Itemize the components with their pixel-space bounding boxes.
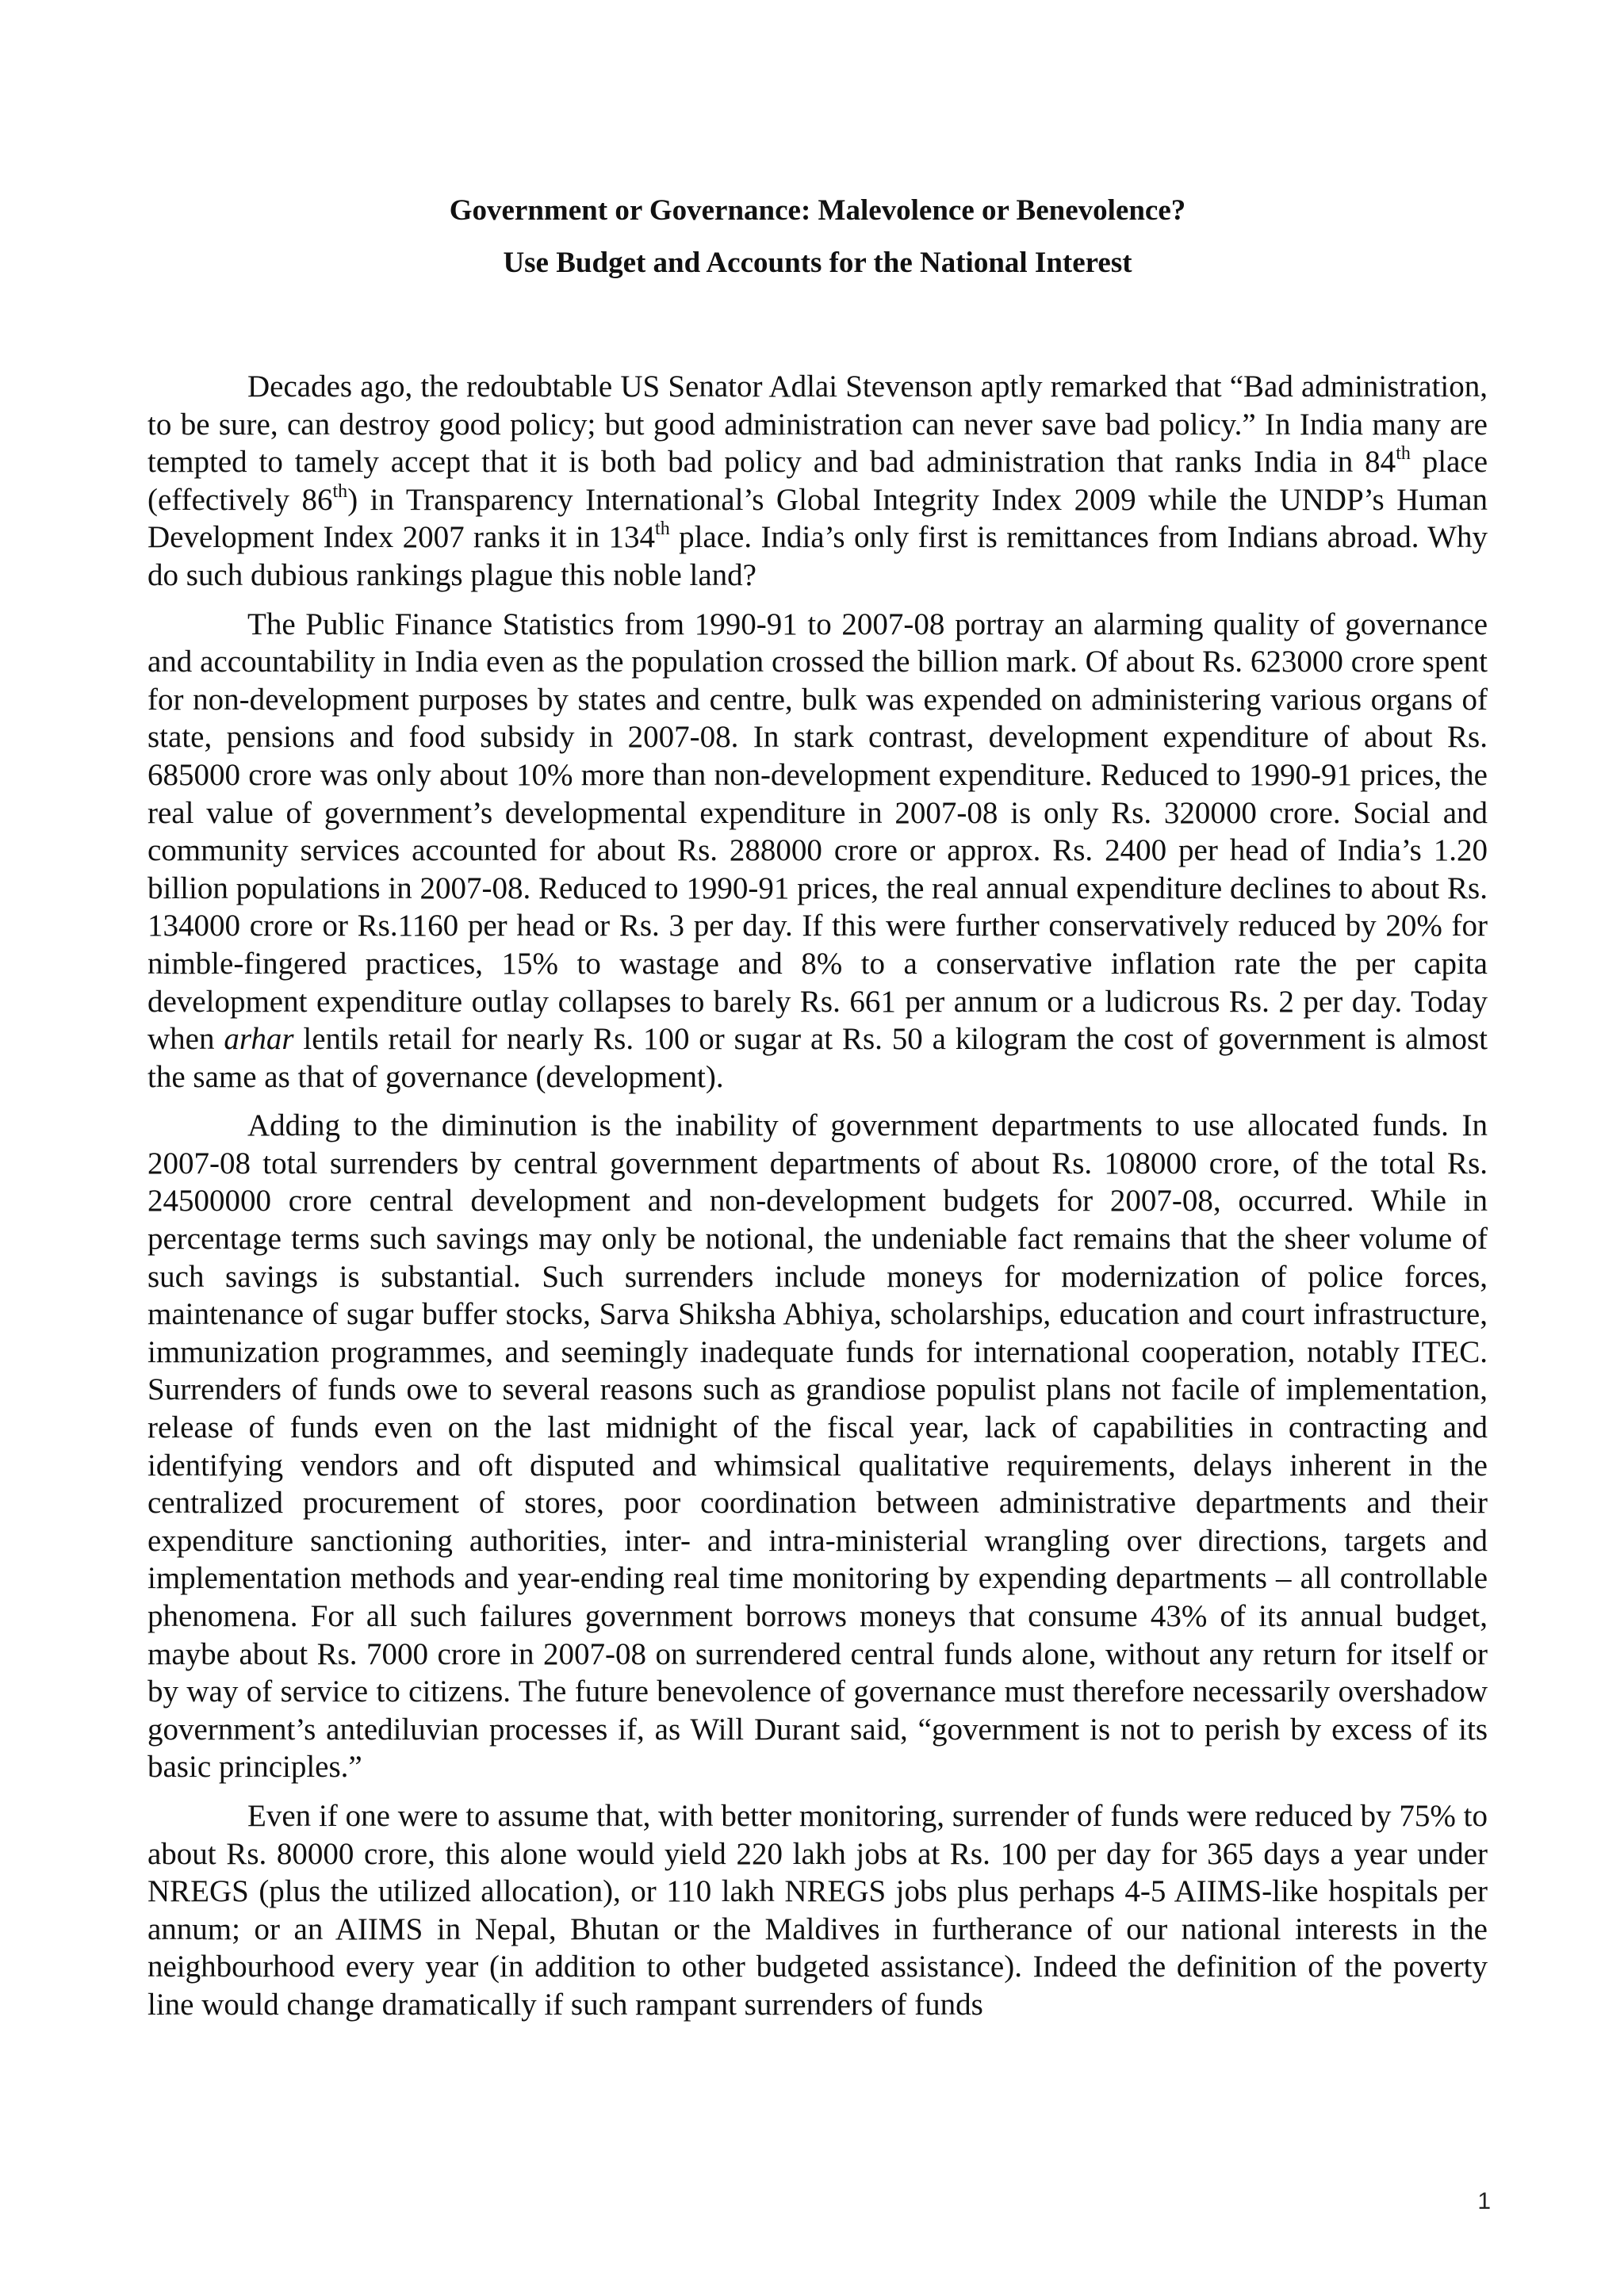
document-title: Government or Governance: Malevolence or Benevolence?: [449, 194, 1186, 227]
paragraph-3: Adding to the diminution is the inability of government departments to use allocated funds. In 2007-08 total surrenders by central government departments of about Rs. 108000 crore, of the total Rs. 24500000 crore central development and non-development budgets for 2007-08, occurred. While in percentage terms such savings may only be notional, the undeniable fact remains that the sheer volume of such savings is substantial. Such surrenders include moneys for modernization of police forces, maintenance of sugar buffer stocks, Sarva Shiksha Abhiya, scholarships, education and court infrastructure, immunization programmes, and seemingly inadequate funds for international cooperation, notably ITEC. Surrenders of funds owe to several reasons such as grandiose populist plans not facile of implementation, release of funds even on the last midnight of the fiscal year, lack of capabilities in contracting and identifying vendors and oft disputed and whimsical qualitative requirements, delays inherent in the centralized procurement of stores, poor coordination between administrative departments and their expenditure sanctioning authorities, inter- and intra-ministerial wrangling over directions, targets and implementation methods and year-ending real time monitoring by expending departments – all controllable phenomena. For all such failures government borrows moneys that consume 43% of its annual budget, maybe about Rs. 7000 crore in 2007-08 on surrendered central funds alone, without any return for itself or by way of service to citizens. The future benevolence of governance must therefore necessarily overshadow government’s antediluvian processes if, as Will Durant said, “government is not to perish by excess of its basic principles.”: [147, 1108, 1488, 1785]
paragraph-2-text-b: lentils retail for nearly Rs. 100 or sugar at Rs. 50 a kilogram the cost of government is almost the same as that of governance (development).: [147, 1022, 1488, 1094]
ordinal-suffix: th: [1396, 443, 1411, 465]
paragraph-1-text-b: place (effectively 86: [147, 445, 1488, 517]
ordinal-suffix: th: [332, 480, 348, 502]
paragraph-2-text-a: The Public Finance Statistics from 1990-91 to 2007-08 portray an alarming quality of governance and accountability in India even as the population crossed the billion mark. Of about Rs. 623000 crore spent for non-development purposes by states and centre, bulk was expended on administering various organs of state, pensions and food subsidy in 2007-08. In stark contrast, development expenditure of about Rs. 685000 crore was only about 10% more than non-development expenditure. Reduced to 1990-91 prices, the real value of government’s developmental expenditure in 2007-08 is only Rs. 320000 crore. Social and community services accounted for about Rs. 288000 crore or approx. Rs. 2400 per head of India’s 1.20 billion populations in 2007-08. Reduced to 1990-91 prices, the real annual expenditure declines to about Rs. 134000 crore or Rs.1160 per head or Rs. 3 per day. If this were further conservatively reduced by 20% for nimble-fingered practices, 15% to wastage and 8% to a conservative inflation rate the per capita development expenditure outlay collapses to barely Rs. 661 per annum or a ludicrous Rs. 2 per day. Today when: [147, 607, 1488, 1057]
italic-term: arhar: [224, 1022, 294, 1057]
paragraph-2: [147, 606, 1488, 1096]
paragraph-1-text-d: place. India’s only first is remittances from Indians abroad. Why do such dubious rankings plague this noble land?: [147, 520, 1488, 592]
paragraph-1-text-a: Decades ago, the redoubtable US Senator Adlai Stevenson aptly remarked that “Bad administration, to be sure, can destroy good policy; but good administration can never save bad policy.” In India many are tempted to tamely accept that it is both bad policy and bad administration that ranks India in 84: [147, 369, 1488, 480]
paragraph-1-text-c: ) in Transparency International’s Global Integrity Index 2009 while the UNDP’s Human Development Index 2007 ranks it in 134: [147, 482, 1488, 555]
page-number: 1: [1477, 2188, 1491, 2214]
paragraph-1: [147, 368, 1488, 595]
ordinal-suffix: th: [655, 519, 670, 540]
paragraph-4: Even if one were to assume that, with better monitoring, surrender of funds were reduced by 75% to about Rs. 80000 crore, this alone would yield 220 lakh jobs at Rs. 100 per day for 365 days a year under NREGS (plus the utilized allocation), or 110 lakh NREGS jobs plus perhaps 4-5 AIIMS-like hospitals per annum; or an AIIMS in Nepal, Bhutan or the Maldives in furtherance of our national interests in the neighbourhood every year (in addition to other budgeted assistance). Indeed the definition of the poverty line would change dramatically if such rampant surrenders of funds: [147, 1798, 1488, 2022]
article-body: [147, 368, 1488, 2035]
document-subtitle: Use Budget and Accounts for the National Interest: [503, 247, 1132, 279]
title-block: [147, 193, 1488, 281]
